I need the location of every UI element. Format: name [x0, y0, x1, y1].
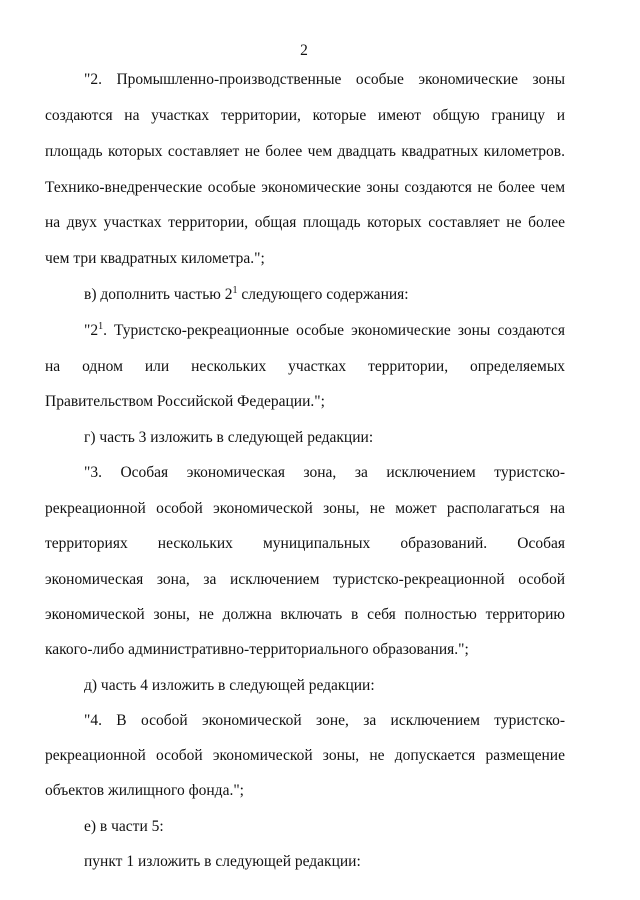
text-line: экономической зоны, не должна включать в себя полностью территорию	[45, 606, 565, 623]
text-line: "3. Особая экономическая зона, за исключением туристско-	[84, 464, 565, 481]
text-line: экономическая зона, за исключением туристско-рекреационной особой	[45, 571, 565, 588]
text-line: территориях нескольких муниципальных образований. Особая	[45, 535, 565, 552]
text-line: чем три квадратных километра.";	[45, 250, 265, 267]
text-line: "2. Промышленно-производственные особые экономические зоны	[84, 71, 565, 88]
text-line: создаются на участках территории, которые имеют общую границу и	[45, 107, 565, 124]
superscript: 1	[232, 284, 238, 296]
text-line: пункт 1 изложить в следующей редакции:	[84, 853, 361, 870]
text-line: Правительством Российской Федерации.";	[45, 393, 325, 410]
text-line: е) в части 5:	[84, 818, 164, 835]
text-line	[84, 321, 565, 341]
superscript: 1	[98, 320, 104, 332]
text-line: Технико-внедренческие особые экономические зоны создаются не более чем	[45, 179, 565, 196]
text-line	[84, 285, 409, 305]
page-number: 2	[300, 42, 308, 59]
text-line: какого-либо административно-территориального образования.";	[45, 641, 469, 658]
text-line: г) часть 3 изложить в следующей редакции:	[84, 429, 374, 446]
text-line: рекреационной особой экономической зоны, не может располагаться на	[45, 500, 565, 517]
text-line: на двух участках территории, общая площадь которых составляет не более	[45, 214, 565, 231]
text-line: д) часть 4 изложить в следующей редакции:	[84, 677, 375, 694]
text-fragment: следующего содержания:	[237, 286, 409, 303]
text-fragment: . Туристско-рекреационные особые экономические зоны создаются	[103, 322, 565, 339]
text-fragment: "2	[84, 322, 99, 339]
text-line: на одном или нескольких участках территории, определяемых	[45, 358, 565, 375]
text-line: рекреационной особой экономической зоны, не допускается размещение	[45, 747, 565, 764]
text-line: площадь которых составляет не более чем двадцать квадратных километров.	[45, 143, 565, 160]
text-line: объектов жилищного фонда.";	[45, 782, 244, 799]
text-fragment: в) дополнить частью 2	[84, 286, 233, 303]
text-line: "4. В особой экономической зоне, за исключением туристско-	[84, 712, 565, 729]
